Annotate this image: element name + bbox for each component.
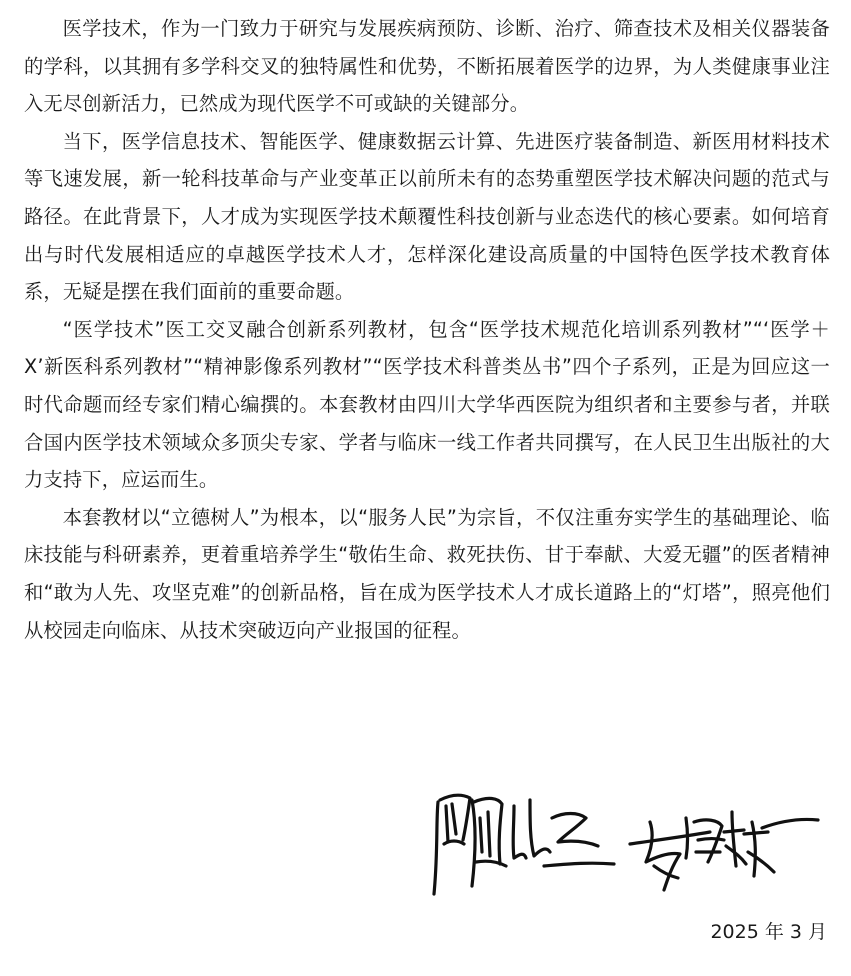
signature-area xyxy=(418,782,828,902)
paragraph-4: 本套教材以“立德树人”为根本，以“服务人民”为宗旨，不仅注重夯实学生的基础理论、临床技能与科研素养，更着重培养学生“敬佑生命、救死扶伤、甘于奉献、大爱无疆”的医者精神和“敢为人先、攻坚克难”的创新品格，旨在成为医学技术人才成长道路上的“灯塔”，照亮他们从校园走向临床、从技术突破迈向产业报国的征程。 xyxy=(24,505,830,642)
paragraph-1: 医学技术，作为一门致力于研究与发展疾病预防、诊断、治疗、筛查技术及相关仪器装备的学科，以其拥有多学科交叉的独特属性和优势，不断拓展着医学的边界，为人类健康事业注入无尽创新活力，已然成为现代医学不可或缺的关键部分。 xyxy=(24,17,830,116)
preface-date: 2025 年 3 月 xyxy=(710,921,827,943)
paragraph-2: 当下，医学信息技术、智能医学、健康数据云计算、先进医疗装备制造、新医用材料技术等飞速发展，新一轮科技革命与产业变革正以前所未有的态势重塑医学技术解决问题的范式与路径。在此背景下，人才成为实现医学技术颠覆性科技创新与业态迭代的核心要素。如何培育出与时代发展相适应的卓越医学技术人才，怎样深化建设高质量的中国特色医学技术教育体系，无疑是摆在我们面前的重要命题。 xyxy=(24,129,830,304)
paragraph-3: “医学技术”医工交叉融合创新系列教材，包含“医学技术规范化培训系列教材”“‘医学＋X’新医科系列教材”“精神影像系列教材”“医学技术科普类丛书”四个子系列，正是为回应这一时代命题而经专家们精心编撰的。本套教材由四川大学华西医院为组织者和主要参与者，并联合国内医学技术领域众多顶尖专家、学者与临床一线工作者共同撰写，在人民卫生出版社的大力支持下，应运而生。 xyxy=(24,317,830,492)
signature-2 xyxy=(630,812,818,890)
preface-body xyxy=(24,10,830,649)
signature-1 xyxy=(434,795,614,894)
handwritten-signatures xyxy=(418,782,828,902)
